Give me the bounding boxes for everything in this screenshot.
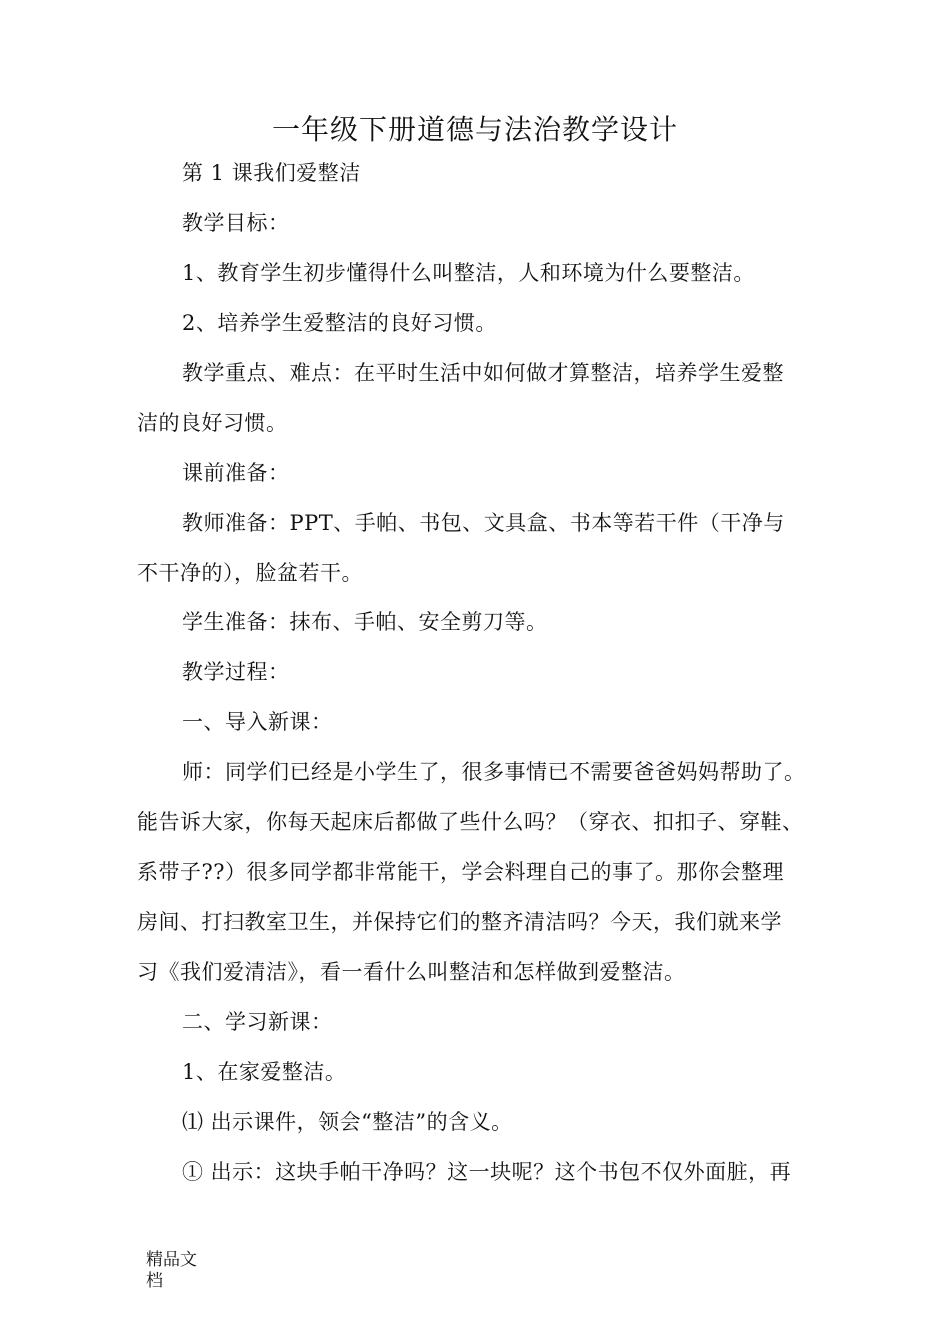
preparation-heading: 课前准备： <box>182 461 290 485</box>
step-1a-line: ① 出示：这块手帕干净吗？这一块呢？这个书包不仅外面脏，再 <box>182 1160 792 1184</box>
page-footer <box>146 1250 197 1292</box>
footer-line-2: 档 <box>146 1271 163 1291</box>
section-2-heading: 二、学习新课： <box>182 1010 333 1034</box>
intro-paragraph-line-4: 房间、打扫教室卫生，并保持它们的整齐清洁吗？今天，我们就来学 <box>137 910 782 934</box>
subsection-1-heading: 1、在家爱整洁。 <box>182 1060 347 1084</box>
objectives-heading: 教学目标： <box>182 211 290 235</box>
teacher-prep-line-1: 教师准备：PPT、手帕、书包、文具盒、书本等若干件（干净与 <box>182 511 785 535</box>
key-points-line-2: 洁的良好习惯。 <box>137 411 288 435</box>
intro-paragraph-line-5: 习《我们爱清洁》，看一看什么叫整洁和怎样做到爱整洁。 <box>137 960 686 984</box>
lesson-heading: 第 1 课我们爱整洁 <box>182 161 361 185</box>
intro-paragraph-line-2: 能告诉大家，你每天起床后都做了些什么吗？（穿衣、扣扣子、穿鞋、 <box>137 810 804 834</box>
teacher-prep-line-2: 不干净的），脸盆若干。 <box>137 561 363 585</box>
intro-paragraph-line-1: 师：同学们已经是小学生了，很多事情已不需要爸爸妈妈帮助了。 <box>182 760 806 784</box>
section-1-heading: 一、导入新课： <box>182 710 333 734</box>
process-heading: 教学过程： <box>182 660 290 684</box>
key-points-line-1: 教学重点、难点：在平时生活中如何做才算整洁，培养学生爱整 <box>182 361 784 385</box>
intro-paragraph-line-3: 系带子??）很多同学都非常能干，学会料理自己的事了。那你会整理 <box>137 860 785 884</box>
step-1-line: ⑴ 出示课件，领会“整洁”的含义。 <box>182 1110 513 1134</box>
student-prep: 学生准备：抹布、手帕、安全剪刀等。 <box>182 610 548 634</box>
footer-line-1: 精品文 <box>146 1250 197 1270</box>
objective-2: 2、培养学生爱整洁的良好习惯。 <box>182 311 497 335</box>
document-title: 一年级下册道德与法治教学设计 <box>271 113 678 146</box>
objective-1: 1、教育学生初步懂得什么叫整洁，人和环境为什么要整洁。 <box>182 261 755 285</box>
